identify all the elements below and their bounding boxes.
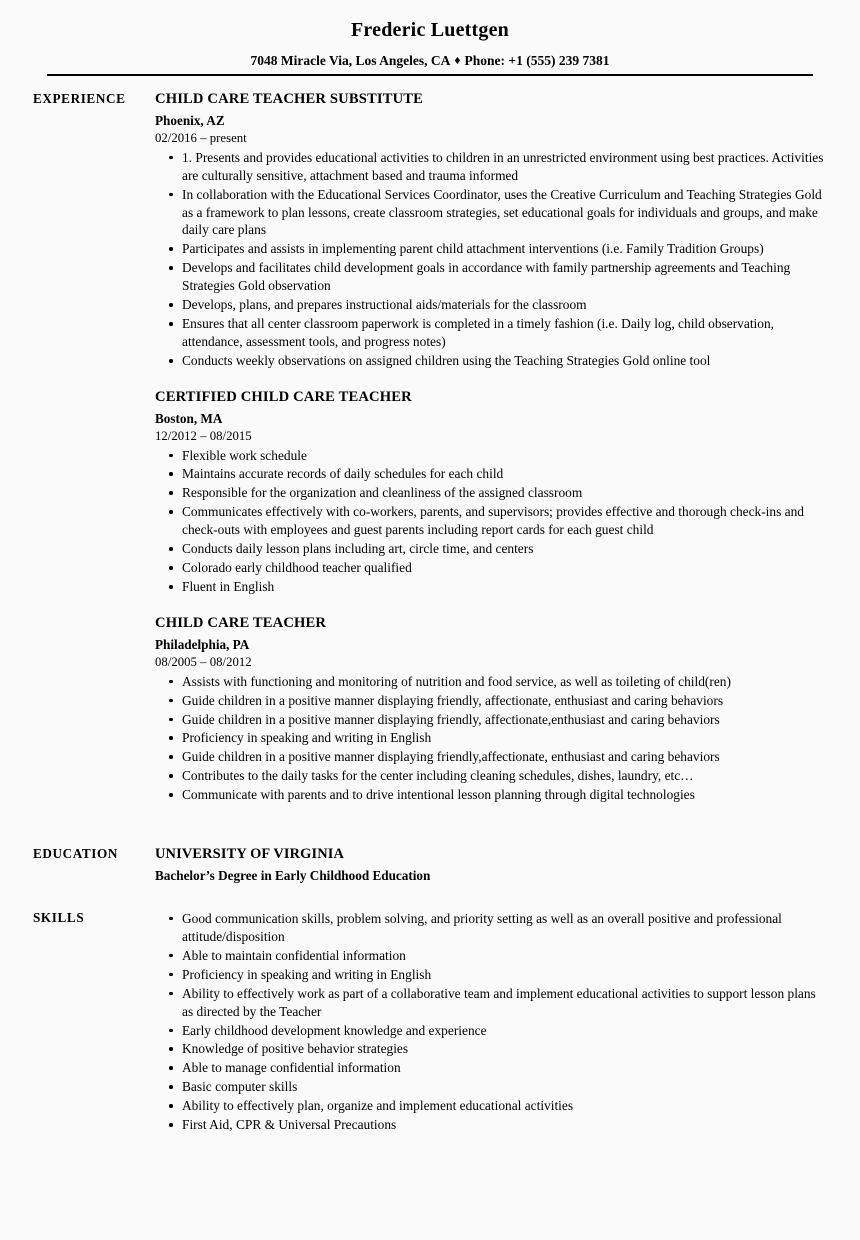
section-label-education: EDUCATION xyxy=(33,846,119,862)
list-item: Able to maintain confidential information xyxy=(155,947,830,965)
section-education xyxy=(33,845,830,885)
education-degree: Bachelor’s Degree in Early Childhood Education xyxy=(155,868,431,883)
list-item: Participates and assists in implementing parent child attachment interventions (i.e. Family Tradition Groups) xyxy=(155,240,830,258)
job-location: Boston, MA xyxy=(155,410,223,426)
skills-list xyxy=(155,910,830,1134)
resume-header xyxy=(0,0,860,76)
list-item: Colorado early childhood teacher qualified xyxy=(155,559,830,577)
job-responsibilities xyxy=(155,149,830,370)
list-item: Basic computer skills xyxy=(155,1078,830,1096)
list-item: Good communication skills, problem solving, and priority setting as well as an overall positive and professional attitude/disposition xyxy=(155,910,830,946)
job-title: CHILD CARE TEACHER SUBSTITUTE xyxy=(155,91,424,108)
list-item: Conducts weekly observations on assigned children using the Teaching Strategies Gold online tool xyxy=(155,352,830,370)
list-item: Ability to effectively plan, organize and implement educational activities xyxy=(155,1097,830,1115)
job-entry xyxy=(155,614,830,804)
list-item: Guide children in a positive manner displaying friendly, affectionate,enthusiast and caring behaviors xyxy=(155,711,830,729)
list-item: Contributes to the daily tasks for the center including cleaning schedules, dishes, laundry, etc… xyxy=(155,767,830,785)
list-item: Early childhood development knowledge and experience xyxy=(155,1022,830,1040)
job-responsibilities xyxy=(155,447,830,597)
job-dates: 02/2016 – present xyxy=(155,131,247,146)
job-location: Philadelphia, PA xyxy=(155,636,250,652)
job-responsibilities xyxy=(155,673,830,805)
job-entry xyxy=(155,90,830,370)
list-item: Communicates effectively with co-workers, parents, and supervisors; provides effective and thorough check-ins and check-outs with employees and guest parents including report cards for each guest child xyxy=(155,503,830,539)
list-item: Ability to effectively work as part of a collaborative team and implement educational activities to support lesson plans as directed by the Teacher xyxy=(155,985,830,1021)
candidate-name: Frederic Luettgen xyxy=(351,19,509,41)
job-location: Phoenix, AZ xyxy=(155,112,225,128)
contact-address: 7048 Miracle Via, Los Angeles, CA xyxy=(250,53,451,68)
education-entry xyxy=(155,845,830,885)
list-item: Responsible for the organization and cleanliness of the assigned classroom xyxy=(155,484,830,502)
contact-phone: Phone: +1 (555) 239 7381 xyxy=(464,53,610,68)
list-item: First Aid, CPR & Universal Precautions xyxy=(155,1116,830,1134)
list-item: Proficiency in speaking and writing in English xyxy=(155,966,830,984)
list-item: Knowledge of positive behavior strategies xyxy=(155,1040,830,1058)
list-item: Maintains accurate records of daily schedules for each child xyxy=(155,465,830,483)
list-item: Fluent in English xyxy=(155,578,830,596)
list-item: Communicate with parents and to drive intentional lesson planning through digital technologies xyxy=(155,786,830,804)
job-dates: 12/2012 – 08/2015 xyxy=(155,428,252,443)
section-skills xyxy=(33,909,830,1134)
skills-list-container xyxy=(155,909,830,1134)
list-item: Flexible work schedule xyxy=(155,447,830,465)
job-dates: 08/2005 – 08/2012 xyxy=(155,654,252,669)
job-entry xyxy=(155,388,830,596)
list-item: Proficiency in speaking and writing in English xyxy=(155,729,830,747)
contact-line xyxy=(0,53,860,69)
experience-jobs xyxy=(155,90,830,804)
section-experience xyxy=(33,90,830,804)
resume-body xyxy=(0,76,860,1134)
list-item: Ensures that all center classroom paperwork is completed in a timely fashion (i.e. Daily log, child observation, attendance, assessment tools, and progress notes) xyxy=(155,315,830,351)
section-label-experience: EXPERIENCE xyxy=(33,91,126,107)
list-item: Develops, plans, and prepares instructional aids/materials for the classroom xyxy=(155,296,830,314)
diamond-separator-icon: ♦ xyxy=(454,53,461,67)
education-school: UNIVERSITY OF VIRGINIA xyxy=(155,846,345,863)
job-title: CERTIFIED CHILD CARE TEACHER xyxy=(155,389,412,406)
list-item: Guide children in a positive manner displaying friendly,affectionate, enthusiast and caring behaviors xyxy=(155,748,830,766)
list-item: Conducts daily lesson plans including art, circle time, and centers xyxy=(155,540,830,558)
section-label-skills: SKILLS xyxy=(33,909,85,925)
list-item: In collaboration with the Educational Services Coordinator, uses the Creative Curriculum and Teaching Strategies Gold as a framework to plan lessons, create classroom strategies, set educational goals for individuals and groups, and make daily care plans xyxy=(155,186,830,240)
list-item: Able to manage confidential information xyxy=(155,1059,830,1077)
list-item: Guide children in a positive manner displaying friendly, affectionate, enthusiast and caring behaviors xyxy=(155,692,830,710)
list-item: Assists with functioning and monitoring of nutrition and food service, as well as toileting of child(ren) xyxy=(155,673,830,691)
job-title: CHILD CARE TEACHER xyxy=(155,615,327,632)
list-item: 1. Presents and provides educational activities to children in an unrestricted environment using best practices. Activities are culturally sensitive, attachment based and trauma informed xyxy=(155,149,830,185)
list-item: Develops and facilitates child development goals in accordance with family partnership agreements and Teaching Strategies Gold observation xyxy=(155,259,830,295)
